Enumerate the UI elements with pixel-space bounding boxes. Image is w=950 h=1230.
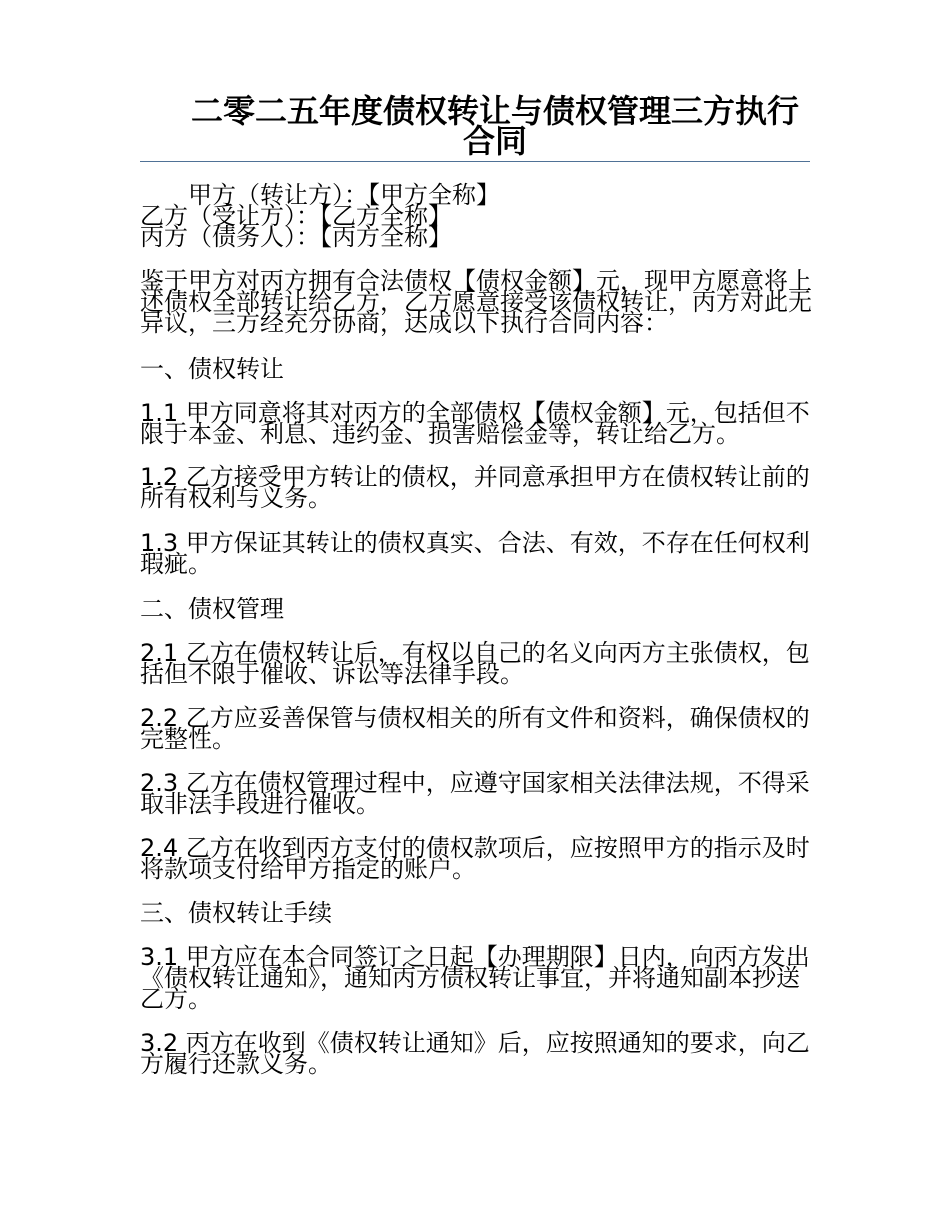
clause-1-3: 1.3 甲方保证其转让的债权真实、合法、有效，不存在任何权利瑕疵。 <box>140 529 810 578</box>
clause-2-4: 2.4 乙方在收到丙方支付的债权款项后，应按照甲方的指示及时将款项支付给甲方指定的账户。 <box>140 834 810 883</box>
document-title: 二零二五年度债权转让与债权管理三方执行合同 <box>190 92 799 160</box>
clause-2-3: 2.3 乙方在债权管理过程中，应遵守国家相关法律法规，不得采取非法手段进行催收。 <box>140 769 810 818</box>
clause-1-2: 1.2 乙方接受甲方转让的债权，并同意承担甲方在债权转让前的所有权利与义务。 <box>140 463 810 512</box>
section-heading-2: 二、债权管理 <box>140 595 284 623</box>
section-heading-1: 一、债权转让 <box>140 355 284 383</box>
title-divider <box>140 161 810 162</box>
party-block <box>140 202 812 251</box>
party-b-line: 乙方（受让方）：【乙方全称】 <box>140 202 452 230</box>
section-heading-3: 三、债权转让手续 <box>140 899 332 927</box>
clause-3-2: 3.2 丙方在收到《债权转让通知》后，应按照通知的要求，向乙方履行还款义务。 <box>140 1029 810 1078</box>
clause-3-1: 3.1 甲方应在本合同签订之日起【办理期限】日内，向丙方发出《债权转让通知》，通知丙方债权转让事宜，并将通知副本抄送乙方。 <box>140 943 810 1013</box>
party-a-line: 甲方（转让方）：【甲方全称】 <box>188 181 500 209</box>
party-c-line: 丙方（债务人）：【丙方全称】 <box>140 223 452 251</box>
clause-2-2: 2.2 乙方应妥善保管与债权相关的所有文件和资料，确保债权的完整性。 <box>140 704 810 753</box>
intro-paragraph: 鉴于甲方对丙方拥有合法债权【债权金额】元，现甲方愿意将上述债权全部转让给乙方，乙方愿意接受该债权转让，丙方对此无异议，三方经充分协商，达成以下执行合同内容： <box>140 267 812 337</box>
clause-2-1: 2.1 乙方在债权转让后，有权以自己的名义向丙方主张债权，包括但不限于催收、诉讼等法律手段。 <box>140 639 810 688</box>
clause-1-1: 1.1 甲方同意将其对丙方的全部债权【债权金额】元，包括但不限于本金、利息、违约金、损害赔偿金等，转让给乙方。 <box>140 399 810 448</box>
